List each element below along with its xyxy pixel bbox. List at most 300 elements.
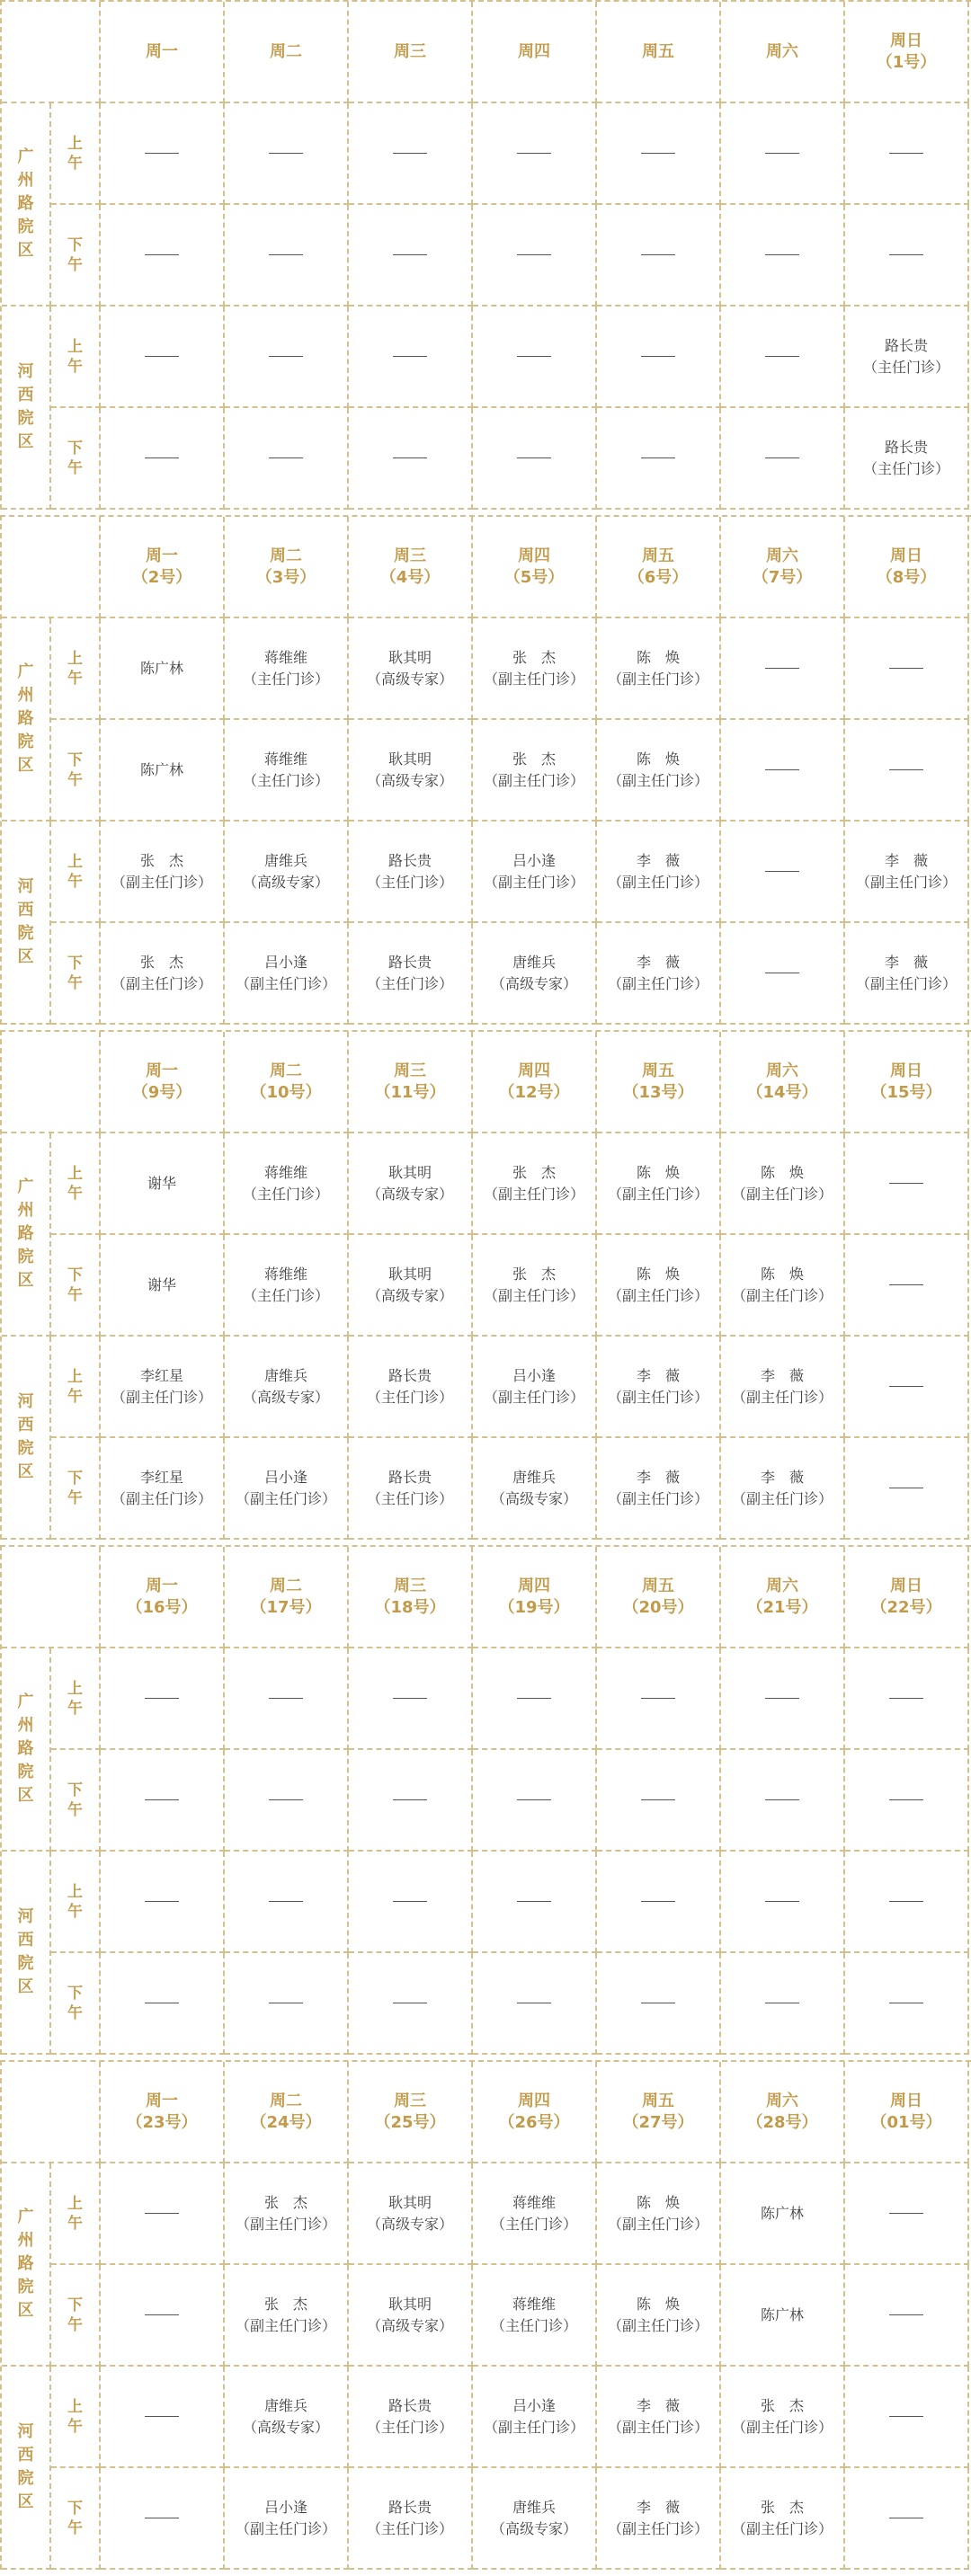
doctor-cell [225,1133,349,1235]
doctor-name: 李 薇 （副主任门诊） [607,953,708,992]
empty-dash [641,1799,675,1800]
day-header-sun [845,2062,969,2163]
date-label: （11号） [374,1082,446,1102]
half-day-label [51,618,101,720]
empty-dash [765,1901,799,1902]
half-day-label [51,1133,101,1235]
date-label: （27号） [622,2112,694,2132]
weekday-label: 周二 [270,1576,302,1595]
date-label: （12号） [498,1082,570,1102]
doctor-cell [721,1337,845,1438]
empty-dash [269,356,303,357]
doctor-name: 陈 焕 （副主任门诊） [607,1265,708,1304]
empty-slot [845,1337,969,1438]
doctor-name: 张 杰 （副主任门诊） [111,953,212,992]
doctor-name: 张 杰 （副主任门诊） [235,2193,336,2233]
day-header-thu [473,2062,597,2163]
doctor-cell [349,618,473,720]
doctor-name: 陈 焕 （副主任门诊） [607,1163,708,1203]
empty-dash [889,2416,923,2417]
schedule-week-3 [0,1030,971,1540]
empty-slot [845,1235,969,1337]
doctor-name: 路长贵 （主任门诊） [366,2396,453,2436]
date-label: （9号） [131,1082,192,1102]
weekday-label: 周四 [518,546,550,565]
half-day-label [51,2163,101,2265]
doctor-cell [473,2367,597,2468]
empty-slot [597,408,721,510]
empty-dash [641,1901,675,1902]
day-header-wed [349,2062,473,2163]
empty-slot [349,408,473,510]
day-header-sat [721,1032,845,1133]
doctor-name: 蒋维维 （主任门诊） [242,1265,329,1304]
doctor-name: 陈 焕 （副主任门诊） [607,750,708,789]
doctor-name: 耿其明 （高级专家） [366,1265,453,1304]
doctor-name: 吕小逢 （副主任门诊） [483,1366,584,1406]
empty-dash [393,356,427,357]
campus-name: 广州路院区 [17,2207,34,2320]
weekday-label: 周三 [394,41,426,61]
doctor-cell [225,720,349,822]
empty-dash [145,2314,179,2315]
weekday-label: 周一 [146,546,178,565]
campus-name: 河西院区 [17,362,34,451]
corner-cell [2,1547,101,1648]
doctor-cell [349,1337,473,1438]
campus-label [2,2367,51,2570]
empty-dash [269,1799,303,1800]
weekday-label: 周五 [642,2091,674,2110]
empty-dash [889,2213,923,2214]
doctor-cell [845,923,969,1025]
empty-dash [765,457,799,458]
doctor-name: 李 薇 （副主任门诊） [607,2498,708,2537]
empty-dash [765,1799,799,1800]
doctor-cell [597,618,721,720]
weekday-label: 周一 [146,1061,178,1080]
empty-dash [765,356,799,357]
weekday-label: 周五 [642,546,674,565]
corner-cell [2,2,101,103]
day-header-fri [597,2062,721,2163]
date-label: （6号） [628,567,689,587]
weekday-label: 周六 [766,41,798,61]
doctor-cell [101,720,225,822]
doctor-name: 李 薇 （副主任门诊） [607,851,708,891]
empty-slot [845,2468,969,2570]
empty-dash [765,1698,799,1699]
campus-name: 广州路院区 [17,147,34,260]
empty-slot [721,1648,845,1750]
empty-slot [721,408,845,510]
day-header-fri [597,517,721,618]
half-day-label [51,1337,101,1438]
half-day-name: 下午 [67,2296,83,2334]
doctor-name: 陈广林 [139,760,183,778]
doctor-name: 张 杰 （副主任门诊） [731,2396,833,2436]
doctor-name: 路长贵 （主任门诊） [366,1366,453,1406]
empty-slot [101,1852,225,1953]
empty-slot [597,205,721,306]
doctor-cell [845,822,969,923]
weekday-label: 周日 [890,546,922,565]
date-label: （01号） [870,2112,942,2132]
doctor-cell [473,2163,597,2265]
doctor-cell [473,618,597,720]
weekday-label: 周六 [766,2091,798,2110]
date-label: （24号） [250,2112,322,2132]
empty-slot [845,1648,969,1750]
empty-dash [269,457,303,458]
doctor-cell [721,2265,845,2367]
empty-slot [597,306,721,408]
empty-slot [101,2468,225,2570]
half-day-name: 下午 [67,1469,83,1507]
campus-name: 河西院区 [17,1907,34,1996]
doctor-name: 蒋维维 （主任门诊） [490,2193,577,2233]
empty-dash [145,1901,179,1902]
empty-slot [845,1953,969,2055]
day-header-mon [101,517,225,618]
doctor-name: 蒋维维 （主任门诊） [490,2295,577,2334]
doctor-cell [597,1438,721,1540]
day-header-wed [349,1032,473,1133]
date-label: （10号） [250,1082,322,1102]
weekday-label: 周三 [394,2091,426,2110]
empty-dash [269,153,303,154]
empty-dash [393,254,427,255]
campus-label [2,1648,51,1852]
half-day-name: 上午 [67,2397,83,2436]
half-day-label [51,1648,101,1750]
date-label: （21号） [746,1597,818,1617]
empty-dash [641,153,675,154]
empty-slot [845,1438,969,1540]
day-header-thu [473,1032,597,1133]
empty-slot [225,205,349,306]
doctor-name: 蒋维维 （主任门诊） [242,750,329,789]
weekday-label: 周四 [518,1061,550,1080]
half-day-name: 下午 [67,1781,83,1819]
doctor-name: 李 薇 （副主任门诊） [607,1366,708,1406]
date-label: （7号） [752,567,813,587]
doctor-name: 李 薇 （副主任门诊） [731,1366,833,1406]
empty-slot [225,1750,349,1852]
weekday-label: 周五 [642,1061,674,1080]
empty-slot [721,1953,845,2055]
empty-slot [473,408,597,510]
weekday-label: 周六 [766,546,798,565]
empty-dash [393,1901,427,1902]
empty-dash [641,457,675,458]
weekday-label: 周日 [890,1576,922,1595]
empty-dash [145,1799,179,1800]
day-header-tue [225,2062,349,2163]
empty-slot [845,2163,969,2265]
date-label: （17号） [250,1597,322,1617]
doctor-cell [225,2468,349,2570]
empty-slot [101,2163,225,2265]
date-label: （23号） [126,2112,198,2132]
doctor-cell [597,1337,721,1438]
doctor-name: 张 杰 （副主任门诊） [483,1163,584,1203]
doctor-cell [473,720,597,822]
empty-dash [765,668,799,669]
day-header-tue [225,1032,349,1133]
campus-label [2,1337,51,1540]
doctor-name: 吕小逢 （副主任门诊） [483,2396,584,2436]
doctor-cell [225,2163,349,2265]
doctor-cell [473,822,597,923]
empty-slot [597,1953,721,2055]
empty-slot [101,1750,225,1852]
doctor-name: 陈 焕 （副主任门诊） [607,2193,708,2233]
half-day-label [51,2468,101,2570]
doctor-cell [845,306,969,408]
doctor-name: 耿其明 （高级专家） [366,648,453,688]
doctor-name: 李红星 （副主任门诊） [111,1366,212,1406]
half-day-name: 下午 [67,954,83,992]
doctor-cell [225,1438,349,1540]
empty-slot [721,1852,845,1953]
date-label: （22号） [870,1597,942,1617]
doctor-cell [721,1235,845,1337]
campus-name: 广州路院区 [17,1177,34,1290]
weekday-label: 周一 [146,2091,178,2110]
weekday-label: 周六 [766,1576,798,1595]
doctor-cell [473,2468,597,2570]
day-header-wed [349,2,473,103]
doctor-cell [101,1337,225,1438]
date-label: （15号） [870,1082,942,1102]
doctor-cell [225,2367,349,2468]
day-header-thu [473,1547,597,1648]
day-header-tue [225,517,349,618]
doctor-cell [473,2265,597,2367]
empty-dash [641,254,675,255]
doctor-cell [597,822,721,923]
empty-slot [349,205,473,306]
empty-slot [349,306,473,408]
doctor-name: 李 薇 （副主任门诊） [855,953,957,992]
campus-name: 河西院区 [17,2422,34,2511]
weekday-label: 周四 [518,2091,550,2110]
doctor-cell [349,2163,473,2265]
empty-slot [101,103,225,205]
date-label: （13号） [622,1082,694,1102]
doctor-cell [101,1133,225,1235]
empty-dash [517,1698,551,1699]
doctor-cell [721,1438,845,1540]
empty-dash [517,153,551,154]
empty-slot [845,1133,969,1235]
empty-dash [765,871,799,872]
campus-label [2,618,51,822]
doctor-name: 张 杰 （副主任门诊） [731,2498,833,2537]
day-header-tue [225,2,349,103]
doctor-name: 耿其明 （高级专家） [366,1163,453,1203]
half-day-label [51,306,101,408]
empty-slot [721,923,845,1025]
empty-dash [517,356,551,357]
half-day-name: 下午 [67,439,83,477]
empty-slot [101,2265,225,2367]
empty-slot [225,1648,349,1750]
campus-label [2,1133,51,1337]
doctor-name: 唐维兵 （高级专家） [490,1468,577,1507]
doctor-cell [597,923,721,1025]
empty-slot [845,103,969,205]
weekday-label: 周一 [146,41,178,61]
day-header-thu [473,2,597,103]
half-day-label [51,720,101,822]
doctor-cell [101,1438,225,1540]
weekday-label: 周六 [766,1061,798,1080]
empty-dash [517,1799,551,1800]
doctor-name: 吕小逢 （副主任门诊） [235,2498,336,2537]
doctor-name: 李 薇 （副主任门诊） [855,851,957,891]
half-day-name: 下午 [67,235,83,274]
empty-slot [721,720,845,822]
half-day-name: 上午 [67,2194,83,2233]
empty-dash [517,1901,551,1902]
doctor-name: 李红星 （副主任门诊） [111,1468,212,1507]
doctor-cell [349,2265,473,2367]
doctor-cell [349,720,473,822]
doctor-cell [349,822,473,923]
weekday-label: 周日 [890,31,922,50]
doctor-name: 路长贵 （主任门诊） [366,851,453,891]
date-label: （2号） [131,567,192,587]
empty-slot [225,1953,349,2055]
schedule-week-1 [0,0,971,510]
empty-slot [473,1852,597,1953]
half-day-label [51,2265,101,2367]
empty-dash [889,254,923,255]
empty-slot [721,1750,845,1852]
half-day-name: 上午 [67,1164,83,1203]
corner-cell [2,1032,101,1133]
doctor-name: 陈 焕 （副主任门诊） [607,648,708,688]
weekday-label: 周四 [518,1576,550,1595]
date-label: （4号） [379,567,441,587]
date-label: （19号） [498,1597,570,1617]
doctor-cell [349,923,473,1025]
half-day-name: 上午 [67,1367,83,1406]
empty-slot [349,103,473,205]
empty-slot [473,205,597,306]
doctor-name: 陈广林 [760,2305,804,2323]
empty-slot [721,306,845,408]
doctor-cell [349,1235,473,1337]
day-header-fri [597,2,721,103]
weekday-label: 周二 [270,546,302,565]
doctor-name: 唐维兵 （高级专家） [242,1366,329,1406]
half-day-name: 下午 [67,2499,83,2537]
empty-dash [145,254,179,255]
day-header-sun [845,517,969,618]
weekday-label: 周二 [270,1061,302,1080]
day-header-wed [349,1547,473,1648]
half-day-name: 下午 [67,1984,83,2022]
doctor-cell [225,923,349,1025]
empty-dash [393,1698,427,1699]
weekday-label: 周四 [518,41,550,61]
empty-slot [473,1953,597,2055]
doctor-name: 张 杰 （副主任门诊） [235,2295,336,2334]
date-label: （3号） [255,567,316,587]
empty-dash [889,1698,923,1699]
weekday-label: 周日 [890,2091,922,2110]
empty-dash [393,153,427,154]
day-header-mon [101,1547,225,1648]
doctor-name: 路长贵 （主任门诊） [366,2498,453,2537]
day-header-sat [721,2062,845,2163]
doctor-name: 张 杰 （副主任门诊） [483,1265,584,1304]
doctor-name: 谢华 [147,1275,176,1293]
date-label: （28号） [746,2112,818,2132]
weekday-label: 周三 [394,1061,426,1080]
doctor-name: 蒋维维 （主任门诊） [242,1163,329,1203]
empty-dash [517,457,551,458]
doctor-cell [473,1133,597,1235]
doctor-name: 吕小逢 （副主任门诊） [235,1468,336,1507]
doctor-name: 谢华 [147,1174,176,1192]
doctor-cell [721,2468,845,2570]
doctor-name: 吕小逢 （副主任门诊） [483,851,584,891]
weekday-label: 周二 [270,41,302,61]
doctor-name: 陈广林 [760,2204,804,2222]
doctor-name: 陈 焕 （副主任门诊） [731,1163,833,1203]
empty-slot [349,1750,473,1852]
empty-slot [101,205,225,306]
doctor-name: 陈 焕 （副主任门诊） [731,1265,833,1304]
doctor-name: 陈广林 [139,659,183,677]
empty-dash [889,153,923,154]
doctor-cell [473,1438,597,1540]
empty-slot [845,205,969,306]
campus-name: 河西院区 [17,877,34,966]
doctor-name: 张 杰 （副主任门诊） [483,750,584,789]
empty-dash [145,2416,179,2417]
empty-dash [393,1799,427,1800]
doctor-cell [225,822,349,923]
doctor-name: 唐维兵 （高级专家） [242,851,329,891]
doctor-name: 吕小逢 （副主任门诊） [235,953,336,992]
doctor-name: 路长贵 （主任门诊） [862,438,949,477]
date-label: （5号） [503,567,565,587]
half-day-label [51,1235,101,1337]
doctor-name: 耿其明 （高级专家） [366,2193,453,2233]
empty-slot [101,2367,225,2468]
half-day-name: 上午 [67,649,83,688]
doctor-cell [597,1133,721,1235]
day-header-tue [225,1547,349,1648]
doctor-cell [225,618,349,720]
doctor-name: 唐维兵 （高级专家） [490,953,577,992]
doctor-cell [225,1337,349,1438]
empty-slot [473,1750,597,1852]
doctor-name: 路长贵 （主任门诊） [366,1468,453,1507]
half-day-label [51,205,101,306]
half-day-label [51,1438,101,1540]
doctor-name: 路长贵 （主任门诊） [366,953,453,992]
empty-dash [269,1901,303,1902]
doctor-cell [101,923,225,1025]
doctor-name: 蒋维维 （主任门诊） [242,648,329,688]
half-day-label [51,923,101,1025]
